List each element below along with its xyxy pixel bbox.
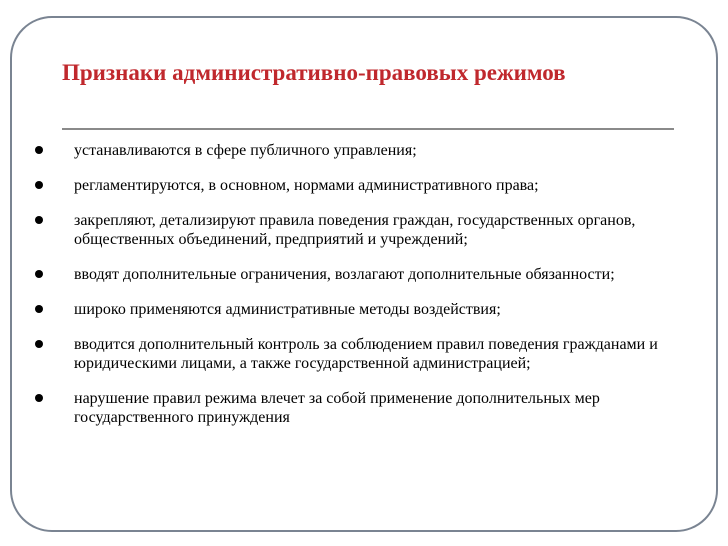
list-item-text: вводится дополнительный контроль за соблюдением правил поведения гражданами и юридическими лицами, а также государственной администрацией; bbox=[74, 336, 658, 372]
list-item bbox=[0, 300, 728, 319]
list-item bbox=[0, 176, 728, 195]
list-item bbox=[0, 141, 728, 160]
list-item bbox=[0, 265, 728, 284]
bullet-icon bbox=[35, 181, 43, 189]
bullet-icon bbox=[35, 305, 43, 313]
title-divider bbox=[62, 128, 674, 130]
bullet-icon bbox=[35, 216, 43, 224]
list-item-text: устанавливаются в сфере публичного управления; bbox=[74, 142, 417, 159]
list-item-text: нарушение правил режима влечет за собой применение дополнительных мер государственного принуждения bbox=[74, 390, 600, 426]
list-item-text: регламентируются, в основном, нормами административного права; bbox=[74, 177, 539, 194]
list-item bbox=[0, 335, 728, 373]
list-item-text: вводят дополнительные ограничения, возлагают дополнительные обязанности; bbox=[74, 266, 615, 283]
bullet-icon bbox=[35, 394, 43, 402]
list-item bbox=[0, 211, 728, 249]
list-item-text: широко применяются административные методы воздействия; bbox=[74, 301, 501, 318]
slide-title: Признаки административно-правовых режимов bbox=[62, 60, 566, 85]
feature-list bbox=[0, 141, 728, 443]
bullet-icon bbox=[35, 270, 43, 278]
bullet-icon bbox=[35, 340, 43, 348]
list-item bbox=[0, 389, 728, 427]
list-item-text: закрепляют, детализируют правила поведения граждан, государственных органов, общественных объединений, предприятий и учреждений; bbox=[74, 212, 636, 248]
bullet-icon bbox=[35, 146, 43, 154]
